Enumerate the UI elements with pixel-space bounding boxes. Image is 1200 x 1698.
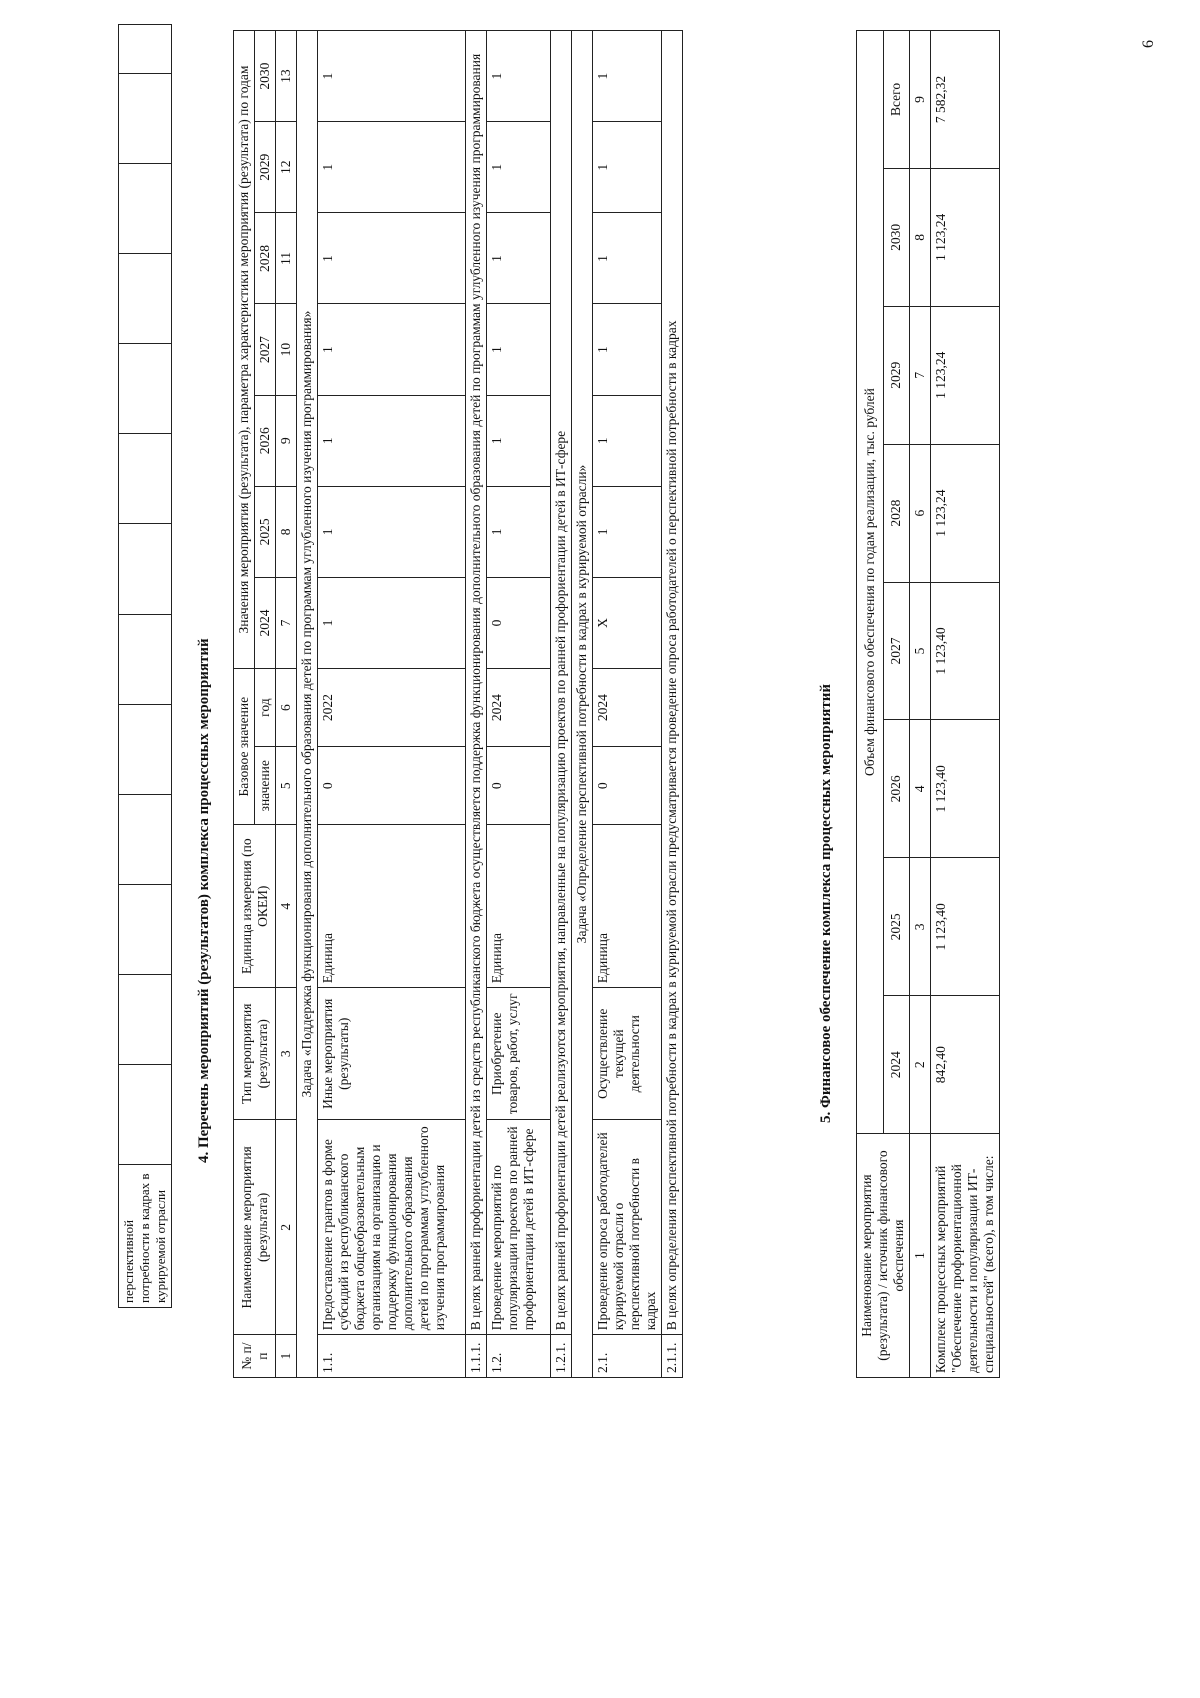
row-3-value: 1 xyxy=(593,31,662,122)
row-2-num: 1.2. xyxy=(487,1335,551,1378)
header-base: Базовое значение xyxy=(234,669,255,825)
row-2-value: 1 xyxy=(487,304,551,395)
row-1-base-year: 2022 xyxy=(318,669,466,747)
page-number: 6 xyxy=(1140,40,1157,48)
fin-row-total: 7 582,32 xyxy=(931,31,1000,169)
row-3-value: 1 xyxy=(593,395,662,486)
row-1-value: 1 xyxy=(318,577,466,668)
task-1-heading: Задача «Поддержка функционирования дополнительного образования детей по программам углубленного изучения программирования» xyxy=(297,31,318,1378)
header-base-value: значение xyxy=(255,747,276,825)
fin-row-value: 842,40 xyxy=(931,996,1000,1134)
row-2-value: 1 xyxy=(487,486,551,577)
row-1-unit: Единица xyxy=(318,825,466,988)
row-3-value: X xyxy=(593,577,662,668)
row-2-value: 0 xyxy=(487,577,551,668)
fin-header-name: Наименование мероприятия (результата) / источник финансового обеспечения xyxy=(857,1134,910,1378)
header-base-year: год xyxy=(255,669,276,747)
fin-row-value: 1 123,40 xyxy=(931,582,1000,720)
row-3-value: 1 xyxy=(593,486,662,577)
header-year: 2024 xyxy=(255,577,276,668)
colnum: 7 xyxy=(276,577,297,668)
row-3-num: 2.1. xyxy=(593,1335,662,1378)
colnum: 3 xyxy=(276,988,297,1120)
fin-colnum: 3 xyxy=(910,858,931,996)
row-2-name: Проведение мероприятий по популяризации проектов по ранней профориентации детей в ИТ-сфере xyxy=(487,1120,551,1335)
colnum: 13 xyxy=(276,31,297,122)
fin-header-year: 2025 xyxy=(883,858,910,996)
row-2-type: Приобретение товаров, работ, услуг xyxy=(487,988,551,1120)
row-1-type: Иные мероприятия (результаты) xyxy=(318,988,466,1120)
row-2-value: 1 xyxy=(487,213,551,304)
colnum: 2 xyxy=(276,1120,297,1335)
row-3-note-num: 2.1.1. xyxy=(662,1335,683,1378)
header-type: Тип мероприятия (результата) xyxy=(234,988,276,1120)
fin-header-year: 2030 xyxy=(883,168,910,306)
previous-table-fragment xyxy=(118,24,172,1308)
row-3-note-text: В целях определения перспективной потребности в кадрах в курируемой отрасли предусматривается проведение опроса работодателей о перспективной потребности в кадрах xyxy=(662,31,683,1335)
row-3-name: Проведение опроса работодателей курируемой отрасли о перспективной потребности в кадрах xyxy=(593,1120,662,1335)
fin-colnum: 2 xyxy=(910,996,931,1134)
fin-header-year: 2024 xyxy=(883,996,910,1134)
row-3-value: 1 xyxy=(593,213,662,304)
header-values: Значения мероприятия (результата), параметра характеристики мероприятия (результата) по годам xyxy=(234,31,255,669)
colnum: 12 xyxy=(276,122,297,213)
section4-title: 4. Перечень мероприятий (результатов) комплекса процессных мероприятий xyxy=(196,638,212,1163)
header-year: 2030 xyxy=(255,31,276,122)
row-3-base-value: 0 xyxy=(593,747,662,825)
colnum: 6 xyxy=(276,669,297,747)
row-1-base-value: 0 xyxy=(318,747,466,825)
row-1-note-text: В целях ранней профориентации детей из средств республиканского бюджета осуществляется поддержка функционирования дополнительного образования детей по программам углубленного изучения программирования xyxy=(466,31,487,1335)
row-3-type: Осуществление текущей деятельности xyxy=(593,988,662,1120)
colnum: 8 xyxy=(276,486,297,577)
fin-header-year: 2028 xyxy=(883,444,910,582)
row-1-value: 1 xyxy=(318,486,466,577)
colnum: 9 xyxy=(276,395,297,486)
row-1-value: 1 xyxy=(318,122,466,213)
row-2-note-num: 1.2.1. xyxy=(551,1335,572,1378)
fin-row-value: 1 123,24 xyxy=(931,444,1000,582)
header-num: № п/п xyxy=(234,1335,276,1378)
row-1-name: Предоставление грантов в форме субсидий из республиканского бюджета общеобразовательным организациям на организацию и поддержку функционирования дополнительного образования детей по программам углубленного изучения программирования xyxy=(318,1120,466,1335)
fin-row-name: Комплекс процессных мероприятий "Обеспечение профориентационной деятельности и популяризации ИТ-специальностей" (всего), в том числе: xyxy=(931,1134,1000,1378)
fin-row-value: 1 123,40 xyxy=(931,858,1000,996)
fin-colnum: 6 xyxy=(910,444,931,582)
fin-colnum: 9 xyxy=(910,31,931,169)
header-year: 2026 xyxy=(255,395,276,486)
section5-table xyxy=(856,30,1000,1378)
row-1-note-num: 1.1.1. xyxy=(466,1335,487,1378)
fin-colnum: 4 xyxy=(910,720,931,858)
row-2-base-year: 2024 xyxy=(487,669,551,747)
section5-title: 5. Финансовое обеспечение комплекса процессных мероприятий xyxy=(818,684,834,1123)
colnum: 11 xyxy=(276,213,297,304)
header-year: 2025 xyxy=(255,486,276,577)
fin-row-value: 1 123,24 xyxy=(931,306,1000,444)
fin-colnum: 8 xyxy=(910,168,931,306)
row-2-unit: Единица xyxy=(487,825,551,988)
fin-row-value: 1 123,40 xyxy=(931,720,1000,858)
fin-header-volume: Объем финансового обеспечения по годам реализации, тыс. рублей xyxy=(857,31,884,1134)
row-3-value: 1 xyxy=(593,122,662,213)
section4-table xyxy=(233,30,683,1378)
row-1-value: 1 xyxy=(318,213,466,304)
fin-header-year: 2027 xyxy=(883,582,910,720)
row-1-value: 1 xyxy=(318,31,466,122)
fin-row-value: 1 123,24 xyxy=(931,168,1000,306)
colnum: 4 xyxy=(276,825,297,988)
row-1-value: 1 xyxy=(318,304,466,395)
fin-colnum: 5 xyxy=(910,582,931,720)
row-3-unit: Единица xyxy=(593,825,662,988)
header-year: 2029 xyxy=(255,122,276,213)
colnum: 10 xyxy=(276,304,297,395)
row-1-value: 1 xyxy=(318,395,466,486)
row-2-value: 1 xyxy=(487,122,551,213)
fin-colnum: 7 xyxy=(910,306,931,444)
row-2-base-value: 0 xyxy=(487,747,551,825)
colnum: 1 xyxy=(276,1335,297,1378)
header-year: 2027 xyxy=(255,304,276,395)
row-2-value: 1 xyxy=(487,31,551,122)
task-2-heading: Задача «Определение перспективной потребности в кадрах в курируемой отрасли» xyxy=(572,31,593,1378)
fin-header-total: Всего xyxy=(883,31,910,169)
fin-header-year: 2029 xyxy=(883,306,910,444)
row-3-base-year: 2024 xyxy=(593,669,662,747)
fin-header-year: 2026 xyxy=(883,720,910,858)
fin-colnum: 1 xyxy=(910,1134,931,1378)
prev-table-text: перспективной потребности в кадрах в курируемой отрасли xyxy=(119,1164,172,1307)
row-3-value: 1 xyxy=(593,304,662,395)
header-name: Наименование мероприятия (результата) xyxy=(234,1120,276,1335)
row-1-num: 1.1. xyxy=(318,1335,466,1378)
header-year: 2028 xyxy=(255,213,276,304)
colnum: 5 xyxy=(276,747,297,825)
header-unit: Единица измерения (по ОКЕИ) xyxy=(234,825,276,988)
row-2-value: 1 xyxy=(487,395,551,486)
row-2-note-text: В целях ранней профориентации детей реализуются мероприятия, направленные на популяризацию проектов по ранней профориентации детей в ИТ-сфере xyxy=(551,31,572,1335)
